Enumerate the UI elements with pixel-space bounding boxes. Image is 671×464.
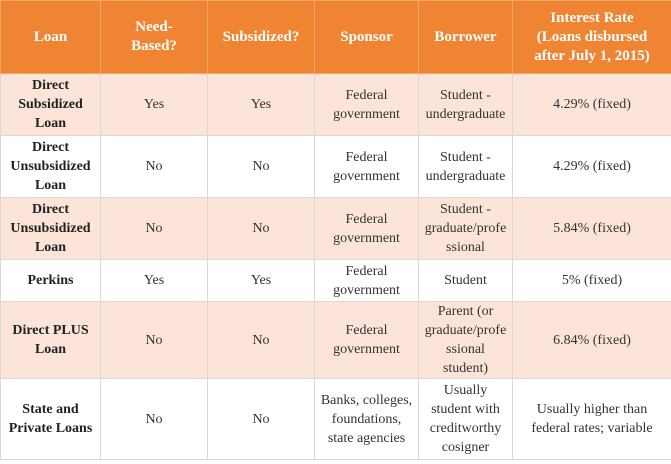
interest-rate-cell [513,74,671,136]
table-row [1,379,671,460]
interest-rate-line: Usually higher than [536,402,648,417]
loan-name-line: Perkins [27,273,74,288]
borrower-line: student with [431,402,500,417]
borrower-line: Student - [440,202,491,217]
borrower-line: graduate/profe [424,323,507,338]
interest-rate-line: 5% (fixed) [561,273,623,288]
interest-rate-line: 6.84% (fixed) [553,332,631,348]
header-subsidized [208,1,315,74]
borrower-line: Student [444,273,487,288]
loan-name-line: Loan [34,116,67,131]
loan-name-line: Direct PLUS [12,323,89,338]
need-based-cell [101,379,208,460]
loan-name-line: Loan [34,178,67,193]
need-based-value: Yes [143,273,165,288]
interest-rate-cell [513,260,671,302]
sponsor-line: Federal [345,149,388,165]
sponsor-line: government [333,282,400,298]
sponsor-cell [315,302,419,379]
header-borrower-line-1: Borrower [434,28,497,45]
loan-name-cell [1,379,101,460]
borrower-line: undergraduate [425,106,506,122]
header-need-based [101,1,208,74]
borrower-line: graduate/profe [424,221,507,236]
sponsor-cell [315,379,419,460]
need-based-value: No [145,221,163,236]
sponsor-line: government [333,342,400,357]
borrower-line: cosigner [441,440,490,455]
borrower-line: Parent (or [437,304,494,319]
loan-name-line: Subsidized [18,97,83,112]
borrower-cell [419,302,513,379]
loan-name-line: State and [22,402,79,417]
header-loan [1,1,101,74]
loan-name-cell [1,260,101,302]
need-based-cell [101,302,208,379]
sponsor-cell [315,198,419,260]
interest-rate-line: 4.29% (fixed) [553,97,631,112]
need-based-value: No [145,159,163,174]
loan-name-line: Direct [31,78,70,93]
interest-rate-line: federal rates; variable [531,421,653,436]
header-need-based-line-2: Based? [131,38,177,54]
subsidized-cell [208,136,315,198]
subsidized-value: No [252,159,270,174]
header-loan-line-1: Loan [33,28,68,45]
loan-name-cell [1,198,101,260]
sponsor-line: state agencies [327,430,406,446]
subsidized-value: No [252,221,270,236]
subsidized-cell [208,74,315,136]
sponsor-line: Federal [345,323,388,338]
table-row [1,260,671,302]
loan-name-line: Unsubsidized [10,221,91,236]
subsidized-cell [208,198,315,260]
loan-name-line: Direct [31,140,70,155]
subsidized-value: No [252,332,270,348]
subsidized-cell [208,260,315,302]
interest-rate-cell [513,379,671,460]
table-row [1,74,671,136]
sponsor-line: foundations, [331,411,402,427]
subsidized-cell [208,302,315,379]
loan-name-line: Loan [34,240,67,255]
loan-name-line: Private Loans [8,421,93,436]
header-interest-rate-line-2: (Loans disbursed [536,28,648,45]
subsidized-cell [208,379,315,460]
need-based-value: Yes [143,97,165,112]
table-row [1,302,671,379]
sponsor-cell [315,260,419,302]
borrower-line: Student - [440,149,491,165]
header-row [1,1,671,74]
sponsor-line: Banks, colleges, [320,392,413,408]
interest-rate-cell [513,136,671,198]
header-interest-rate-line-1: Interest Rate [550,9,634,26]
need-based-cell [101,74,208,136]
borrower-cell [419,260,513,302]
table-body [1,74,671,460]
borrower-cell [419,136,513,198]
need-based-cell [101,136,208,198]
header-subsidized-line-1: Subsidized? [222,28,300,45]
table-row [1,198,671,260]
borrower-cell [419,74,513,136]
sponsor-line: Federal [345,87,388,103]
sponsor-line: government [333,168,400,184]
header-sponsor-line-1: Sponsor [340,28,393,45]
sponsor-line: Federal [345,263,388,279]
header-interest-rate-line-3: after July 1, 2015) [534,47,650,64]
borrower-line: Usually [443,383,488,398]
borrower-line: creditworthy [429,421,502,436]
sponsor-line: government [333,230,400,246]
loan-name-cell [1,302,101,379]
borrower-cell [419,379,513,460]
loan-name-line: Unsubsidized [10,159,91,174]
borrower-line: ssional [446,342,485,357]
borrower-cell [419,198,513,260]
need-based-value: No [145,411,163,427]
loan-name-line: Loan [34,342,67,357]
subsidized-value: No [252,411,270,427]
table-row [1,136,671,198]
loan-name-cell [1,74,101,136]
borrower-line: undergraduate [425,168,506,184]
interest-rate-cell [513,302,671,379]
interest-rate-line: 5.84% (fixed) [553,221,631,236]
sponsor-cell [315,74,419,136]
need-based-cell [101,198,208,260]
sponsor-cell [315,136,419,198]
header-need-based-line-1: Need- [135,19,173,35]
borrower-line: Student - [440,87,491,103]
interest-rate-cell [513,198,671,260]
sponsor-line: government [333,106,400,122]
need-based-value: No [145,332,163,348]
subsidized-value: Yes [250,273,272,288]
loan-name-line: Direct [31,202,70,217]
interest-rate-line: 4.29% (fixed) [553,159,631,174]
header-sponsor [315,1,419,74]
loan-name-cell [1,136,101,198]
header-borrower [419,1,513,74]
need-based-cell [101,260,208,302]
sponsor-line: Federal [345,211,388,227]
subsidized-value: Yes [250,97,272,112]
borrower-line: ssional [446,240,485,255]
header-interest-rate [513,1,671,74]
borrower-line: student) [442,361,489,376]
